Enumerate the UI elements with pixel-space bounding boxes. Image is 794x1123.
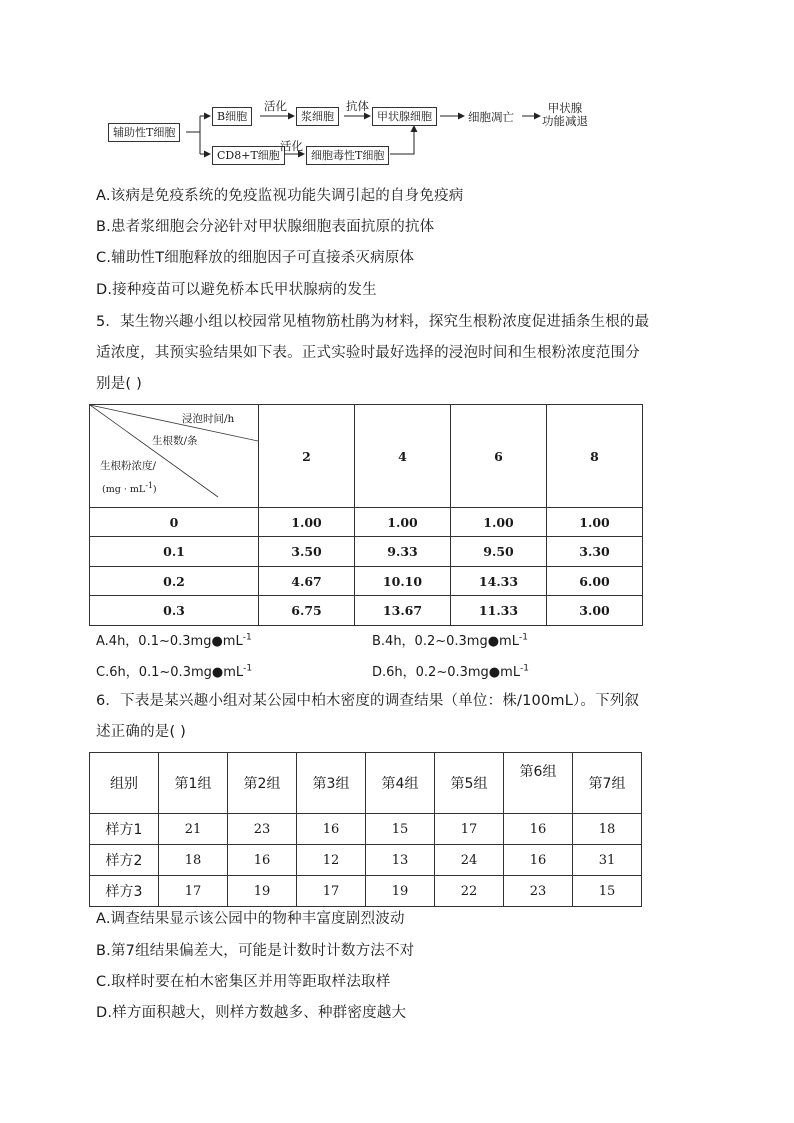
cell: 13	[366, 845, 435, 876]
cell: 16	[504, 814, 573, 845]
cell: 23	[228, 814, 297, 845]
q5-stem-line3: 别是( )	[96, 376, 142, 392]
table-row	[90, 596, 643, 626]
cell: 17	[435, 814, 504, 845]
cell: 16	[504, 845, 573, 876]
header-unit-text: (mg · mL	[102, 484, 146, 496]
header-cell-6-text: 第6组	[519, 764, 557, 780]
antibody-label: 抗体	[346, 99, 369, 113]
col-header: 8	[547, 405, 643, 508]
row-label: 样方3	[90, 876, 159, 907]
result-label	[542, 102, 588, 128]
immune-flow-diagram	[100, 96, 600, 176]
q6-stem-line1: 6．下表是某兴趣小组对某公园中柏木密度的调查结果（单位：株/100mL）。下列叙	[96, 693, 640, 709]
q5-option-d	[372, 661, 529, 680]
cell: 1.00	[547, 508, 643, 537]
ctl-cell-box: 细胞毒性T细胞	[306, 146, 389, 165]
row-label: 0.3	[90, 596, 259, 626]
cell: 6.75	[259, 596, 355, 626]
q5-option-b-sup: -1	[518, 632, 528, 643]
q5-stem-line2: 适浓度，其预实验结果如下表。正式实验时最好选择的浸泡时间和生根粉浓度范围分	[96, 345, 640, 361]
cell: 12	[297, 845, 366, 876]
row-label: 样方2	[90, 845, 159, 876]
row-label: 0.1	[90, 537, 259, 567]
q6-option-c: C.取样时要在柏木密集区并用等距取样法取样	[96, 974, 391, 990]
table-row	[90, 537, 643, 567]
cell: 14.33	[451, 567, 547, 596]
q5-option-a-sup: -1	[242, 632, 252, 643]
q5-option-c-sup: -1	[243, 663, 253, 674]
activate-label-1: 活化	[264, 99, 287, 113]
cell: 15	[366, 814, 435, 845]
row-label: 样方1	[90, 814, 159, 845]
cell: 11.33	[451, 596, 547, 626]
q4-option-b: B.患者浆细胞会分泌针对甲状腺细胞表面抗原的抗体	[96, 219, 435, 235]
apoptosis-label: 细胞凋亡	[468, 110, 514, 124]
q4-option-a: A.该病是免疫系统的免疫监视功能失调引起的自身免疫病	[96, 188, 464, 204]
cell: 9.33	[355, 537, 451, 567]
q6-option-b: B.第7组结果偏差大，可能是计数时计数方法不对	[96, 943, 415, 959]
cell: 1.00	[451, 508, 547, 537]
header-concentration: 生根粉浓度/	[100, 460, 157, 472]
table-row	[90, 508, 643, 537]
thyroid-cell-box: 甲状腺细胞	[372, 107, 437, 126]
result-label-line1: 甲状腺	[547, 101, 583, 115]
q4-option-c: C.辅助性T细胞释放的细胞因子可直接杀灭病原体	[96, 250, 415, 266]
cypress-density-table	[89, 752, 642, 907]
q5-option-b	[372, 630, 528, 649]
cell: 15	[573, 876, 642, 907]
table-row	[90, 845, 642, 876]
q4-option-d: D.接种疫苗可以避免桥本氏甲状腺病的发生	[96, 282, 377, 298]
q5-option-c	[96, 661, 252, 680]
col-header: 4	[355, 405, 451, 508]
cell: 3.30	[547, 537, 643, 567]
cell: 17	[159, 876, 228, 907]
cell: 19	[228, 876, 297, 907]
header-cell: 第2组	[228, 753, 297, 814]
cell: 3.00	[547, 596, 643, 626]
header-cell: 第3组	[297, 753, 366, 814]
table-row	[90, 876, 642, 907]
q5-option-a-text: A.4h，0.1~0.3mg●mL	[96, 634, 243, 649]
q5-option-d-text: D.6h，0.2~0.3mg●mL	[372, 665, 521, 680]
cell: 23	[504, 876, 573, 907]
header-cell: 第4组	[366, 753, 435, 814]
q5-option-b-text: B.4h，0.2~0.3mg●mL	[372, 634, 519, 649]
header-unit-sup: -1	[145, 481, 153, 490]
header-cell: 第5组	[435, 753, 504, 814]
b-cell-box: B细胞	[212, 107, 252, 126]
cell: 16	[297, 814, 366, 845]
cell: 6.00	[547, 567, 643, 596]
cell: 22	[435, 876, 504, 907]
cell: 1.00	[259, 508, 355, 537]
th-cell-box: 辅助性T细胞	[108, 123, 180, 142]
cell: 16	[228, 845, 297, 876]
rooting-table-header-row	[90, 405, 643, 508]
row-label: 0	[90, 508, 259, 537]
cell: 24	[435, 845, 504, 876]
cell: 18	[573, 814, 642, 845]
q5-option-a	[96, 630, 252, 649]
cell: 18	[159, 845, 228, 876]
header-unit	[102, 481, 157, 495]
cell: 21	[159, 814, 228, 845]
header-cell: 第1组	[159, 753, 228, 814]
q5-option-c-text: C.6h，0.1~0.3mg●mL	[96, 665, 244, 680]
header-soak-time: 浸泡时间/h	[182, 413, 235, 425]
table-row	[90, 567, 643, 596]
rooting-table	[89, 404, 643, 626]
result-label-line2: 功能减退	[542, 114, 588, 128]
cell: 13.67	[355, 596, 451, 626]
table-row	[90, 814, 642, 845]
q6-stem-line2: 述正确的是( )	[96, 724, 187, 740]
col-header: 6	[451, 405, 547, 508]
row-label: 0.2	[90, 567, 259, 596]
q5-stem-line1: 5．某生物兴趣小组以校园常见植物筋杜鹃为材料，探究生根粉浓度促进插条生根的最	[96, 314, 650, 330]
cell: 19	[366, 876, 435, 907]
cell: 17	[297, 876, 366, 907]
rooting-table-corner-cell	[90, 405, 259, 508]
q5-option-d-sup: -1	[520, 663, 530, 674]
header-cell-6	[504, 753, 573, 814]
cell: 10.10	[355, 567, 451, 596]
col-header: 2	[259, 405, 355, 508]
cell: 9.50	[451, 537, 547, 567]
q6-option-a: A.调查结果显示该公园中的物种丰富度剧烈波动	[96, 911, 405, 927]
cd8-cell-box: CD8+T细胞	[212, 146, 285, 165]
header-unit-close: )	[152, 484, 157, 496]
cell: 4.67	[259, 567, 355, 596]
activate-label-2: 活化	[280, 139, 303, 153]
q6-option-d: D.样方面积越大，则样方数越多、种群密度越大	[96, 1005, 407, 1021]
header-cell: 组别	[90, 753, 159, 814]
cell: 3.50	[259, 537, 355, 567]
density-header-row	[90, 753, 642, 814]
header-cell: 第7组	[573, 753, 642, 814]
plasma-cell-box: 浆细胞	[296, 107, 339, 126]
cell: 1.00	[355, 508, 451, 537]
cell: 31	[573, 845, 642, 876]
header-root-count: 生根数/条	[152, 435, 198, 447]
